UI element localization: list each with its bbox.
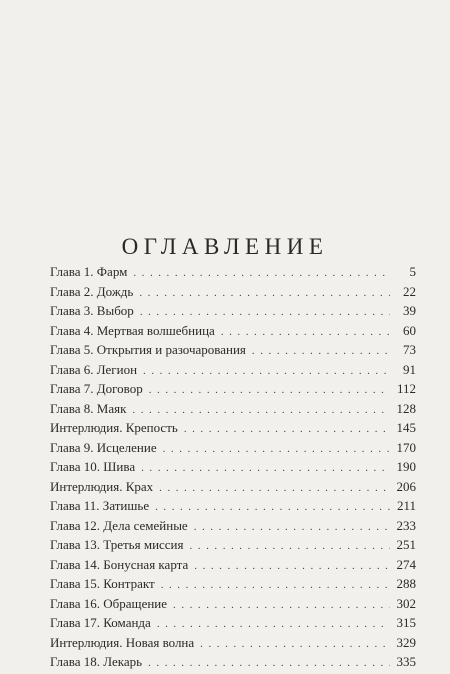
toc-entry-label: Глава 7. Договор <box>50 381 143 396</box>
toc-entry <box>50 360 416 380</box>
toc-entry-label: Глава 14. Бонусная карта <box>50 556 189 572</box>
dot-leader <box>194 518 390 538</box>
toc-entry-label: Глава 13. Третья миссия <box>50 537 184 552</box>
toc-entry-page-number: 288 <box>396 576 416 591</box>
dot-leader <box>159 479 390 499</box>
dot-leader <box>141 459 390 479</box>
toc-entry <box>50 301 416 321</box>
toc-entry-label: Глава 4. Мертвая волшебница <box>50 322 215 338</box>
toc-entry-page-number: 73 <box>403 342 416 357</box>
toc-entry-label: Интерлюдия. Крах <box>50 478 154 494</box>
toc-entry-label: Глава 11. Затишье <box>50 498 150 513</box>
dot-leader <box>149 381 390 401</box>
toc-entry <box>50 496 416 516</box>
toc-entry-label: Глава 10. Шива <box>50 459 136 474</box>
toc-entry <box>50 574 416 594</box>
toc-entry <box>50 652 416 672</box>
dot-leader <box>155 498 390 518</box>
toc-entry-page-number: 128 <box>396 400 416 416</box>
toc-entry-label: Глава 18. Лекарь <box>50 654 143 669</box>
toc-entry <box>50 340 416 360</box>
toc-entry-label: Интерлюдия. Крепость <box>50 420 178 435</box>
toc-entry <box>50 594 416 614</box>
toc-entry-page-number: 233 <box>396 517 416 533</box>
toc-entry-page-number: 251 <box>396 537 416 552</box>
toc-entry <box>50 477 416 497</box>
toc-entry-page-number: 60 <box>403 322 416 338</box>
toc-entry <box>50 516 416 536</box>
toc-entry-label: Глава 16. Обращение <box>50 595 168 611</box>
toc-entry-label: Глава 6. Легион <box>50 361 138 377</box>
toc-entry-page-number: 211 <box>396 498 416 513</box>
toc-entry <box>50 555 416 575</box>
toc-entry-page-number: 329 <box>396 634 416 650</box>
dot-leader <box>148 654 390 674</box>
dot-leader <box>190 537 391 557</box>
toc-title: ОГЛАВЛЕНИЕ <box>121 234 329 259</box>
toc-entry-page-number: 302 <box>396 595 416 611</box>
toc-entry-label: Глава 5. Открытия и разочарования <box>50 342 246 357</box>
dot-leader <box>221 323 390 343</box>
toc-entry-page-number: 39 <box>403 303 416 318</box>
toc-entry-label: Глава 1. Фарм <box>50 264 128 279</box>
toc-entry-label: Глава 15. Контракт <box>50 576 155 591</box>
toc-entry <box>50 321 416 341</box>
toc-entry-label: Глава 12. Дела семейные <box>50 517 188 533</box>
toc-entry-page-number: 274 <box>396 556 416 572</box>
dot-leader <box>200 635 390 655</box>
toc-entry <box>50 262 416 282</box>
toc-entry-label: Глава 9. Исцеление <box>50 439 157 455</box>
toc-entry-label: Глава 3. Выбор <box>50 303 134 318</box>
toc-entry <box>50 613 416 633</box>
toc-entry <box>50 379 416 399</box>
dot-leader <box>161 576 390 596</box>
dot-leader <box>143 362 390 382</box>
toc-entry <box>50 282 416 302</box>
toc-entry-page-number: 206 <box>396 478 416 494</box>
dot-leader <box>133 264 390 284</box>
toc-entry-label: Интерлюдия. Новая волна <box>50 634 195 650</box>
toc-entry <box>50 418 416 438</box>
toc-entry-page-number: 145 <box>396 420 416 435</box>
dot-leader <box>139 284 390 304</box>
toc-entry <box>50 457 416 477</box>
toc-entry-page-number: 315 <box>396 615 416 630</box>
toc-entry-page-number: 335 <box>396 654 416 669</box>
dot-leader <box>173 596 390 616</box>
toc-entry-page-number: 22 <box>403 283 416 299</box>
toc-entry-label: Глава 17. Команда <box>50 615 151 630</box>
toc-entry-label: Глава 2. Дождь <box>50 283 134 299</box>
toc-entry <box>50 535 416 555</box>
dot-leader <box>194 557 390 577</box>
dot-leader <box>163 440 390 460</box>
toc-entry <box>50 399 416 419</box>
toc-entry-page-number: 190 <box>396 459 416 474</box>
dot-leader <box>184 420 390 440</box>
toc-list <box>50 262 416 672</box>
toc-entry-page-number: 112 <box>396 381 416 396</box>
toc-entry-page-number: 170 <box>396 439 416 455</box>
toc-entry <box>50 438 416 458</box>
dot-leader <box>252 342 390 362</box>
toc-entry <box>50 633 416 653</box>
toc-entry-page-number: 91 <box>403 361 416 377</box>
toc-entry-label: Глава 8. Маяк <box>50 400 127 416</box>
toc-entry-page-number: 5 <box>409 264 416 279</box>
